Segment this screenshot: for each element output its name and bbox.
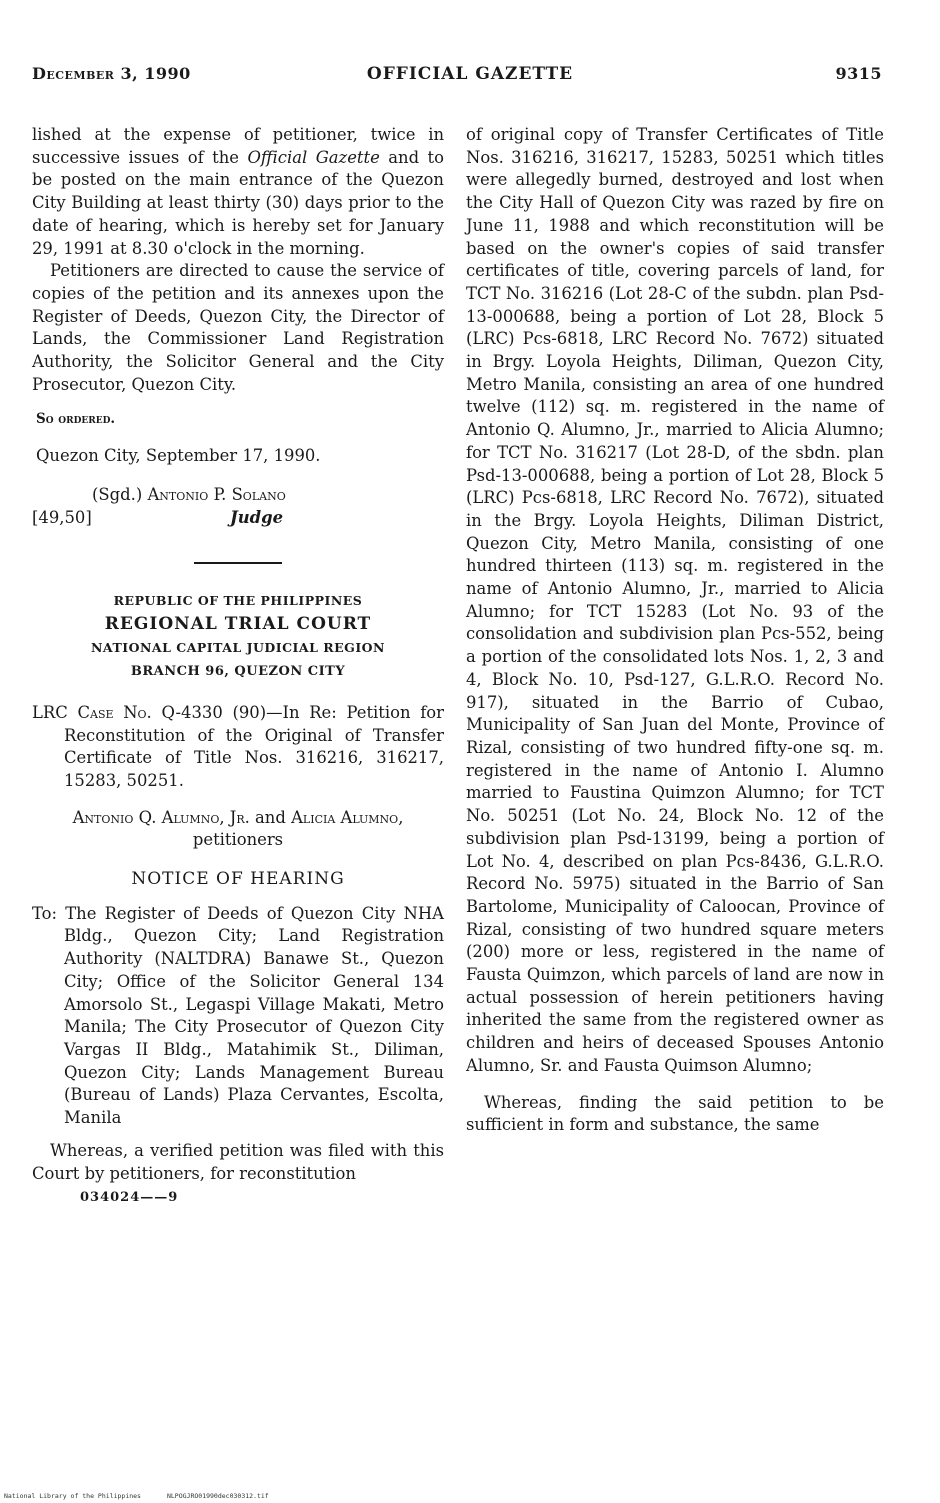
so-ordered: So ordered. (36, 411, 116, 428)
signature-block (32, 484, 444, 532)
court-republic: REPUBLIC OF THE PHILIPPINES (113, 592, 363, 608)
notice-title: NOTICE OF HEARING (131, 869, 345, 890)
petitioner-antonio: Antonio Q. Alumno, Jr. (72, 807, 250, 827)
petitioner-alicia: Alicia Alumno (291, 807, 399, 827)
petitioners-directed-paragraph: Petitioners are directed to cause the service of copies of the petition and its annexes upon the Register of Deeds, Quezon City, the Director of Lands, the Commissioner Land Registration Authority, the Solicitor General and the City Prosecutor, Quezon City. (32, 261, 444, 394)
court-heading (32, 590, 444, 684)
sgd-label: (Sgd.) (92, 484, 143, 504)
footer-library: National Library of the Philippines (4, 1492, 141, 1500)
left-column (32, 124, 444, 1210)
gazette-italic: Official Gazette (247, 147, 380, 167)
addressees-text: The Register of Deeds of Quezon City NHA Bldg., Quezon City; Land Registration Authority (NALTDRA) Banawe St., Quezon City; Office of the Solicitor General 134 Amorsolo St., Legaspi Village Makati, Metro Manila; The City Prosecutor of Quezon City Vargas II Bldg., Matahimik St., Diliman, Quezon City; Lands Management Bureau (Bureau of Lands) Plaza Cervantes, Escolta, Manila (57, 903, 444, 1128)
case-label: LRC Case No. (32, 702, 152, 722)
scan-footer (4, 1492, 295, 1500)
judge-name: Antonio P. Solano (147, 484, 286, 504)
section-divider (194, 562, 282, 564)
judge-title: Judge (230, 507, 284, 527)
continued-order-text-b: and to be posted on the main entrance of the Quezon City Building at least thirty (30) days prior to the date of hearing, which is hereby set for January 29, 1991 at 8.30 o'clock in the morning. (32, 147, 444, 258)
issue-reference: [49,50] (32, 507, 92, 527)
addressees-paragraph (32, 903, 444, 1130)
court-name: REGIONAL TRIAL COURT (104, 613, 372, 634)
right-column (466, 124, 884, 1137)
continued-order-text-a: lished at the expense of petitioner, twice in successive issues of the (32, 125, 444, 167)
court-branch: BRANCH 96, QUEZON CITY (130, 663, 346, 679)
parties-role: , petitioners (192, 807, 404, 850)
page-code: 034024——9 (80, 1190, 179, 1206)
case-caption (32, 702, 444, 793)
header-title: OFFICIAL GAZETTE (366, 64, 574, 84)
petitioners-line (32, 807, 444, 852)
titles-description-paragraph: of original copy of Transfer Certificates of Title Nos. 316216, 316217, 15283, 50251 which titles were allegedly burned, destroyed and lost when the City Hall of Quezon City was razed by fire on June 11, 1988 and which reconstitution will be based on the owner's copies of said transfer certificates of title, covering parcels of land, for TCT No. 316216 (Lot 28-C of the subdn. plan Psd-13-000688, being a portion of Lot 28, Block 5 (LRC) Pcs-6818, LRC Record No. 7672) situated in Brgy. Loyola Heights, Diliman, Quezon City, Metro Manila, consisting an area of one hundred twelve (112) sq. m. registered in the name of Antonio Q. Alumno, Jr., married to Alicia Alumno; for TCT No. 316217 (Lot 28-D, of the sbdn. plan Psd-13-000688, being a portion of Lot 28, Block 5 (LRC) Pcs-6818, LRC Record No. 7672), situated in the Brgy. Loyola Heights, Diliman District, Quezon City, Metro Manila, consisting of one hundred thirteen (113) sq. m. registered in the name of Antonio Alumno, Jr., married to Alicia Alumno; for TCT 15283 (Lot No. 93 of the consolidation and subdivision plan Pcs-552, being a portion of the consolidated lots Nos. 1, 2, 3 and 4, Block No. 10, Psd-127, G.L.R.O. Record No. 917), situated in the Barrio of Cubao, Municipality of San Juan del Monte, Province of Rizal, consisting of two hundred fifty-one sq. m. registered in the name of Antonio I. Alumno married to Faustina Quimzon Alumno; for TCT No. 50251 (Lot No. 24, Block No. 12 of the subdivision plan Psd-13199, being a portion of Lot No. 4, described on plan Pcs-8436, G.L.R.O. Record No. 5975) situated in the Barrio of San Bartolome, Municipality of Caloocan, Province of Rizal, consisting of two hundred square meters (200) more or less, registered in the name of Fausta Quimzon, which parcels of land are now in actual possession of herein petitioners having inherited the same from the registered owner as children and heirs of deceased Spouses Antonio Alumno, Sr. and Fausta Quimson Alumno; (466, 125, 884, 1075)
court-region: NATIONAL CAPITAL JUDICIAL REGION (91, 639, 385, 655)
parties-and: and (249, 807, 292, 827)
to-label: To: (32, 903, 58, 923)
signature-line (92, 484, 286, 507)
whereas-sufficient-paragraph: Whereas, finding the said petition to be sufficient in form and substance, the same (466, 1092, 884, 1135)
whereas-petition-paragraph: Whereas, a verified petition was filed with this Court by petitioners, for reconstitution (32, 1140, 444, 1183)
header-page-number: 9315 (835, 64, 882, 83)
order-dateline: Quezon City, September 17, 1990. (36, 446, 321, 466)
case-text: Q-4330 (90)—In Re: Petition for Reconstitution of the Original of Transfer Certificate of Title Nos. 316216, 316217, 15283, 50251. (64, 702, 444, 790)
continued-order-paragraph (32, 124, 444, 260)
header-date: December 3, 1990 (32, 64, 191, 83)
footer-filename: NLPOGJRO01990dec030312.tif (166, 1492, 269, 1500)
